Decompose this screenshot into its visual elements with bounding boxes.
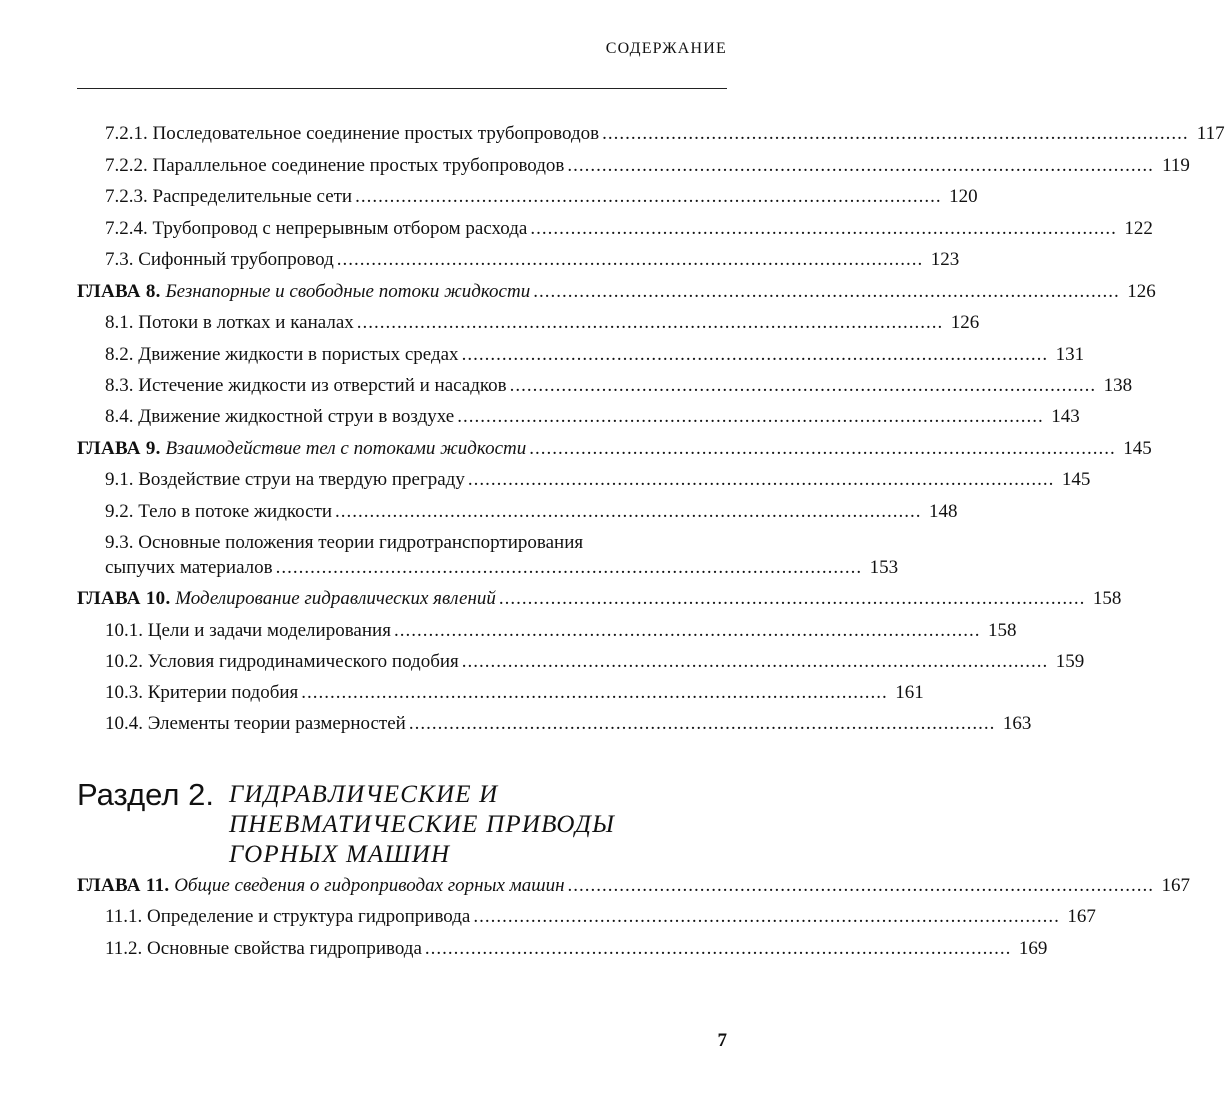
toc-entry[interactable]: [105, 248, 960, 272]
toc-entry-label: 9.1. Воздействие струи на твердую преграду: [105, 469, 465, 490]
toc-entry-page: 123: [930, 249, 960, 270]
toc-entry-label: 9.2. Тело в потоке жидкости: [105, 501, 333, 522]
toc-entry-page: 120: [949, 186, 978, 207]
toc-entry-page: 153: [869, 557, 899, 578]
dot-leader: ......................................................................................................: [301, 682, 888, 703]
toc-entry-page: 148: [929, 501, 958, 522]
toc-entry-label: 11.2. Основные свойства гидропривода: [105, 938, 422, 959]
dot-leader: ......................................................................................................: [393, 620, 981, 641]
chapter-title: Моделирование гидравлических явлений: [175, 588, 496, 609]
chapter-title: Взаимодействие тел с потоками жидкости: [165, 438, 527, 459]
toc-entry-page: 161: [895, 682, 924, 703]
toc-chapter-entry[interactable]: [77, 874, 1191, 898]
toc-entry-page: 126: [1127, 281, 1156, 302]
toc-chapter-entry[interactable]: [77, 280, 1156, 304]
header-title: СОДЕРЖАНИЕ: [605, 40, 727, 57]
dot-leader: ......................................................................................................: [567, 875, 1155, 896]
toc-entry[interactable]: [105, 311, 980, 335]
dot-leader: ......................................................................................................: [498, 588, 1086, 609]
dot-leader: ......................................................................................................: [602, 123, 1189, 144]
toc-entry-label: сыпучих материалов: [105, 557, 273, 578]
toc-entry[interactable]: [105, 122, 1225, 146]
toc-entry-label: 8.4. Движение жидкостной струи в воздухе: [105, 406, 455, 427]
dot-leader: ......................................................................................................: [567, 155, 1154, 176]
toc-entry-label: 10.2. Условия гидродинамического подобия: [105, 651, 459, 672]
toc-entry-label: 7.3. Сифонный трубопровод: [105, 249, 334, 270]
toc-entry[interactable]: [105, 681, 924, 705]
dot-leader: ......................................................................................................: [355, 186, 942, 207]
dot-leader: ......................................................................................................: [467, 469, 1055, 490]
toc-entry[interactable]: [105, 500, 958, 524]
dot-leader: ......................................................................................................: [509, 375, 1097, 396]
dot-leader: ......................................................................................................: [529, 438, 1116, 459]
dot-leader: ......................................................................................................: [457, 406, 1044, 427]
toc-entry[interactable]: [105, 619, 1017, 643]
page-number: 7: [717, 1030, 727, 1051]
toc-entry[interactable]: [105, 650, 1085, 674]
chapter-number: ГЛАВА 10.: [77, 588, 171, 609]
toc-entry[interactable]: [105, 468, 1091, 492]
toc-entry-page: 138: [1103, 375, 1133, 396]
toc-entry-page: 158: [1092, 588, 1122, 609]
toc-entry[interactable]: [105, 374, 1133, 398]
toc-entry[interactable]: [105, 185, 978, 209]
toc-entry-page: 117: [1196, 123, 1225, 144]
toc-entry-page: 143: [1051, 406, 1080, 427]
toc-entry-label: 8.3. Истечение жидкости из отверстий и насадков: [105, 375, 507, 396]
toc-entry-label: 10.4. Элементы теории размерностей: [105, 713, 406, 734]
toc-entry-page: 145: [1061, 469, 1091, 490]
toc-entry[interactable]: [105, 217, 1153, 241]
dot-leader: ......................................................................................................: [336, 249, 924, 270]
toc-entry-label: 7.2.4. Трубопровод с непрерывным отбором расхода: [105, 218, 528, 239]
toc-entry-page: 167: [1067, 906, 1096, 927]
toc-entry-page: 163: [1002, 713, 1032, 734]
chapter-number: ГЛАВА 8.: [77, 281, 161, 302]
toc-entry-label: 11.1. Определение и структура гидропривода: [105, 906, 471, 927]
toc-entry[interactable]: [105, 556, 899, 580]
toc-entry-label: 8.1. Потоки в лотках и каналах: [105, 312, 354, 333]
toc-entry-label: 7.2.3. Распределительные сети: [105, 186, 353, 207]
toc-entry-page: 145: [1123, 438, 1152, 459]
toc-entry-label: 10.1. Цели и задачи моделирования: [105, 620, 391, 641]
toc-entry-page: 126: [950, 312, 980, 333]
toc-entry[interactable]: [105, 154, 1190, 178]
toc-entry-label: 7.2.2. Параллельное соединение простых трубопроводов: [105, 155, 565, 176]
toc-entry-page: 159: [1055, 651, 1085, 672]
toc-chapter-entry[interactable]: [77, 587, 1122, 611]
toc-entry-label: 7.2.1. Последовательное соединение простых трубопроводов: [105, 123, 600, 144]
chapter-title: Общие сведения о гидроприводах горных машин: [174, 875, 565, 896]
toc-entry[interactable]: [105, 405, 1080, 429]
toc-entry-page: 167: [1161, 875, 1191, 896]
chapter-number: ГЛАВА 11.: [77, 875, 170, 896]
toc-entry-page: 131: [1055, 344, 1085, 365]
toc-entry-page: 169: [1018, 938, 1048, 959]
toc-chapter-entry[interactable]: [77, 437, 1152, 461]
toc-entry-label-line1[interactable]: 9.3. Основные положения теории гидротранспортирования: [105, 532, 584, 553]
chapter-title: Безнапорные и свободные потоки жидкости: [165, 281, 531, 302]
dot-leader: ......................................................................................................: [275, 557, 863, 578]
toc-entry-page: 119: [1162, 155, 1190, 176]
toc-entry[interactable]: [105, 905, 1096, 929]
dot-leader: ......................................................................................................: [530, 218, 1117, 239]
section-number: Раздел 2.: [77, 777, 214, 812]
section-title-line: ПНЕВМАТИЧЕСКИЕ ПРИВОДЫ: [229, 811, 616, 838]
toc-entry[interactable]: [105, 937, 1048, 961]
dot-leader: ......................................................................................................: [356, 312, 944, 333]
toc-entry[interactable]: [105, 712, 1032, 736]
section-title-line: ГИДРАВЛИЧЕСКИЕ И: [229, 781, 499, 808]
dot-leader: ......................................................................................................: [461, 344, 1049, 365]
toc-entry-label: 8.2. Движение жидкости в пористых средах: [105, 344, 459, 365]
chapter-number: ГЛАВА 9.: [77, 438, 161, 459]
dot-leader: ......................................................................................................: [408, 713, 996, 734]
dot-leader: ......................................................................................................: [424, 938, 1012, 959]
toc-entry-page: 158: [987, 620, 1017, 641]
dot-leader: ......................................................................................................: [461, 651, 1049, 672]
toc-entry[interactable]: [105, 343, 1085, 367]
toc-entry-page: 122: [1124, 218, 1153, 239]
section-title-line: ГОРНЫХ МАШИН: [229, 841, 451, 868]
dot-leader: ......................................................................................................: [335, 501, 922, 522]
dot-leader: ......................................................................................................: [533, 281, 1120, 302]
dot-leader: ......................................................................................................: [473, 906, 1060, 927]
toc-entry-label: 10.3. Критерии подобия: [105, 682, 299, 703]
